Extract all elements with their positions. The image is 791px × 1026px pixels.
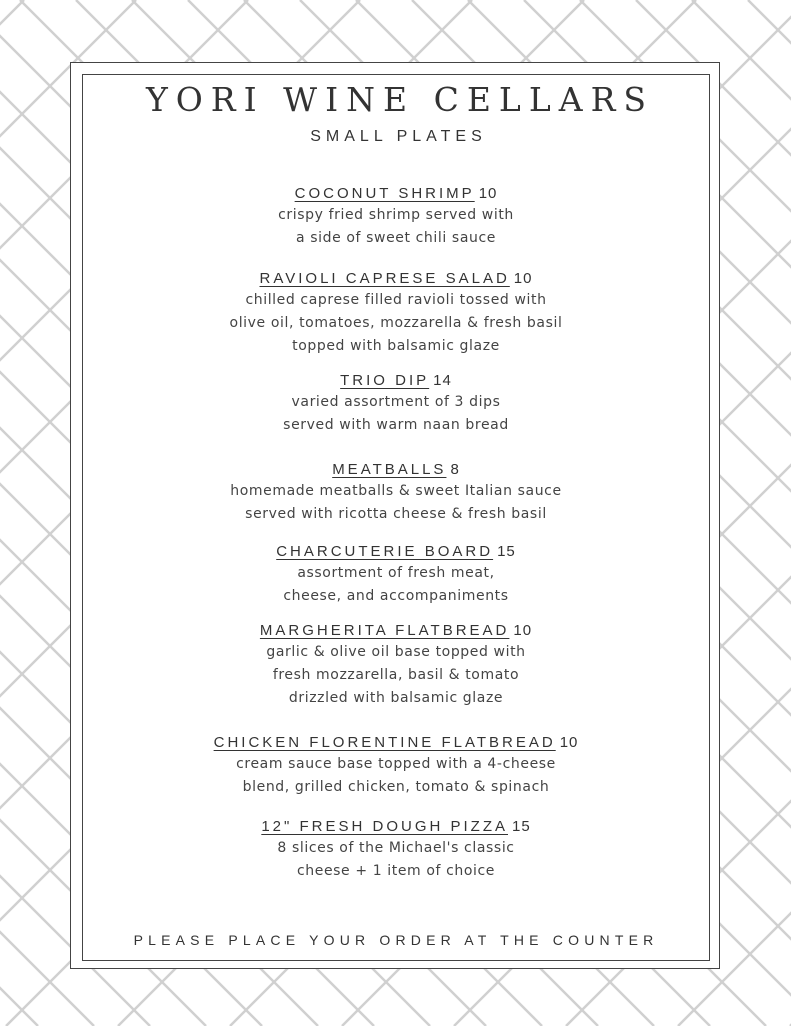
menu-item-description: 8 slices of the Michael's classic [277, 840, 515, 856]
order-instructions: PLEASE PLACE YOUR ORDER AT THE COUNTER [133, 932, 659, 948]
menu-item [82, 371, 710, 437]
menu-item-description: fresh mozzarella, basil & tomato [272, 667, 520, 683]
menu-item-description: garlic & olive oil base topped with [266, 644, 526, 660]
menu-item [82, 184, 710, 250]
menu-section-title: SMALL PLATES [310, 128, 487, 145]
menu-item-price: 10 [513, 270, 533, 287]
menu-item-price: 10 [478, 185, 498, 202]
menu-item-description: cheese + 1 item of choice [296, 863, 496, 879]
menu-item-name: 12" FRESH DOUGH PIZZA [261, 818, 508, 835]
menu-item-name: MARGHERITA FLATBREAD [259, 622, 510, 639]
menu-item-name: RAVIOLI CAPRESE SALAD [259, 270, 510, 287]
menu-item [82, 817, 710, 883]
menu-item-description: served with warm naan bread [283, 417, 509, 433]
menu-item [82, 542, 710, 608]
menu-item-description: a side of sweet chili sauce [296, 230, 496, 246]
menu-item-description: assortment of fresh meat, [297, 565, 495, 581]
menu-item-name: CHICKEN FLORENTINE FLATBREAD [213, 734, 556, 751]
menu-item-name: COCONUT SHRIMP [294, 185, 475, 202]
menu-item-description: topped with balsamic glaze [292, 338, 500, 354]
restaurant-title: YORI WINE CELLARS [145, 80, 655, 119]
background-stripe [748, 0, 791, 1026]
menu-item-price: 10 [513, 622, 533, 639]
menu-item-description: cheese, and accompaniments [283, 588, 509, 604]
menu-item-description: chilled caprese filled ravioli tossed with [245, 292, 547, 308]
menu-item [82, 733, 710, 799]
menu-item-description: blend, grilled chicken, tomato & spinach [242, 779, 550, 795]
menu-item-price: 14 [433, 372, 452, 389]
background-stripe [0, 0, 24, 1026]
menu-item-description: varied assortment of 3 dips [291, 394, 501, 410]
menu-item [82, 269, 710, 358]
menu-item-price: 8 [450, 461, 460, 478]
menu-item-description: served with ricotta cheese & fresh basil [245, 506, 547, 522]
menu-item-price: 15 [512, 818, 531, 835]
menu-item-name: CHARCUTERIE BOARD [276, 543, 494, 560]
menu-item-description: drizzled with balsamic glaze [288, 690, 504, 706]
menu-item-description: crispy fried shrimp served with [278, 207, 514, 223]
menu-item-name: TRIO DIP [340, 372, 430, 389]
menu-item [82, 460, 710, 526]
menu-item-name: MEATBALLS [332, 461, 447, 478]
menu-item-description: homemade meatballs & sweet Italian sauce [230, 483, 562, 499]
menu-item-description: cream sauce base topped with a 4-cheese [236, 756, 556, 772]
menu-item [82, 621, 710, 710]
menu-item-price: 15 [497, 543, 516, 560]
menu-item-description: olive oil, tomatoes, mozzarella & fresh basil [229, 315, 563, 331]
menu-item-price: 10 [559, 734, 579, 751]
